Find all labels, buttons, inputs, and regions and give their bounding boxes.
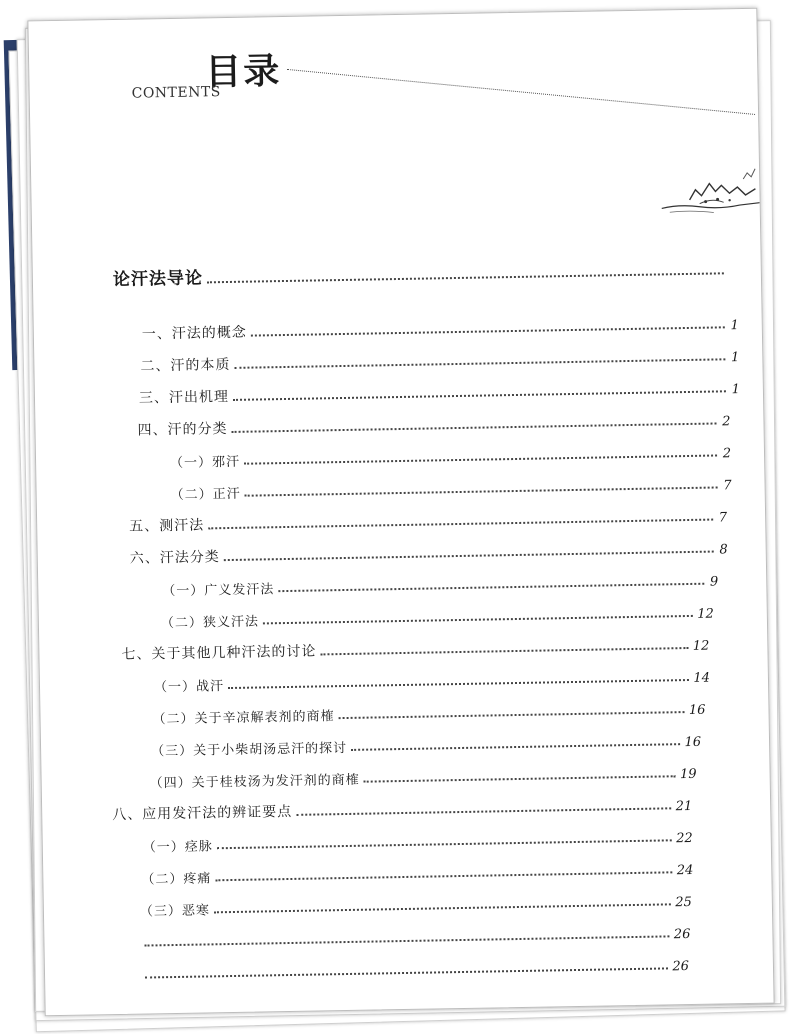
dot-leader [234, 358, 725, 369]
toc-entry [140, 920, 690, 952]
toc-entry-title: 二、汗的本质 [140, 356, 231, 375]
toc-entry [170, 439, 731, 471]
toc-entry-page: 19 [679, 766, 697, 783]
toc-entry-page: 12 [697, 606, 714, 622]
toc-entry-page: 21 [675, 798, 693, 815]
dot-leader [296, 807, 671, 816]
toc-entry [141, 856, 693, 888]
toc-entry [139, 375, 740, 407]
toc-entry-title: （二）疼痛 [141, 871, 212, 888]
toc-entry-title: （一）战汗 [153, 679, 225, 696]
dot-leader [364, 775, 676, 782]
toc-entry-page: 2 [722, 446, 732, 462]
toc-entry-page: 14 [693, 670, 711, 686]
toc-entry [142, 311, 739, 343]
toc-entry-title: （一）邪汗 [169, 454, 241, 472]
toc-entry-page: 16 [684, 734, 702, 751]
contents-page [27, 8, 774, 1017]
toc-entry [162, 567, 718, 599]
dot-leader [245, 486, 718, 496]
toc-entry-title: （一）广义发汗法 [162, 582, 275, 600]
toc-entry-title: 五、测汗法 [129, 517, 205, 535]
toc-entry [161, 600, 714, 632]
toc-entry [129, 503, 727, 535]
toc-entry-title: 三、汗出机理 [138, 388, 230, 407]
dot-leader [145, 967, 668, 978]
dot-leader [251, 326, 725, 336]
toc-entry-page: 26 [672, 959, 690, 975]
page-title: 目录 [204, 51, 282, 94]
dot-leader [233, 390, 726, 401]
page-subtitle: CONTENTS [131, 84, 221, 102]
toc-entry-title: 一、汗法的概念 [141, 324, 247, 343]
toc-entry [154, 664, 710, 696]
toc-entry [151, 728, 701, 760]
toc-entry-page: 7 [723, 478, 732, 494]
toc-entry-title: 论汗法导论 [112, 268, 204, 290]
toc-entry-page: 8 [719, 542, 728, 558]
table-of-contents [28, 9, 773, 1016]
dot-leader [207, 272, 724, 283]
toc-entry-page: 24 [676, 862, 694, 879]
toc-entry [113, 257, 738, 290]
toc-entry [143, 824, 693, 856]
toc-entry-page: 1 [730, 350, 740, 366]
dot-leader [215, 871, 672, 881]
toc-entry [152, 696, 705, 728]
toc-entry [140, 888, 692, 920]
toc-entry-page: 22 [676, 830, 693, 847]
toc-entry-title: 七、关于其他几种汗法的讨论 [121, 643, 317, 663]
toc-entry-title: （三）关于小柴胡汤忌汗的探讨 [151, 740, 348, 760]
toc-entry-page: 1 [731, 382, 741, 398]
toc-entry [137, 407, 730, 439]
toc-entry [112, 792, 692, 824]
toc-entry-title: 四、汗的分类 [137, 421, 228, 439]
toc-entry [170, 471, 731, 503]
dot-leader [214, 903, 671, 913]
dot-leader [339, 711, 685, 719]
dot-leader [145, 935, 670, 946]
toc-entry-page: 26 [673, 927, 691, 943]
toc-entry [140, 343, 739, 375]
dot-leader [263, 615, 693, 625]
toc-entry-page: 25 [675, 894, 692, 911]
toc-entry [149, 760, 696, 792]
toc-entry-title: （一）痉脉 [142, 839, 213, 856]
dot-leader [228, 679, 689, 689]
toc-entry-page: 2 [722, 414, 731, 430]
toc-entry [130, 535, 728, 567]
toc-entry-title: （二）关于辛凉解表剂的商榷 [152, 709, 335, 728]
toc-entry-page: 12 [692, 638, 710, 654]
dot-leader [208, 519, 713, 530]
toc-entry-page: 7 [718, 510, 728, 526]
toc-entry [141, 952, 689, 984]
toc-entry-title: （二）狭义汗法 [160, 614, 260, 632]
toc-entry-title: 八、应用发汗法的辨证要点 [112, 803, 293, 824]
toc-entry [121, 632, 709, 664]
dot-leader [232, 422, 717, 432]
toc-entry-title: （二）正汗 [170, 486, 241, 504]
toc-entry-title: 六、汗法分类 [129, 549, 220, 567]
toc-entry-page: 16 [688, 702, 706, 719]
dot-leader [278, 583, 704, 592]
dot-leader [217, 839, 672, 849]
toc-entry-title: （三）恶寒 [139, 903, 211, 920]
dot-leader [244, 454, 717, 464]
toc-entry-title: （四）关于桂枝汤为发汗剂的商榷 [149, 772, 360, 792]
dot-leader [320, 647, 688, 655]
toc-entry-page: 1 [730, 318, 739, 334]
toc-entry-page: 9 [709, 574, 719, 590]
dot-leader [351, 743, 680, 751]
dot-leader [224, 551, 714, 562]
